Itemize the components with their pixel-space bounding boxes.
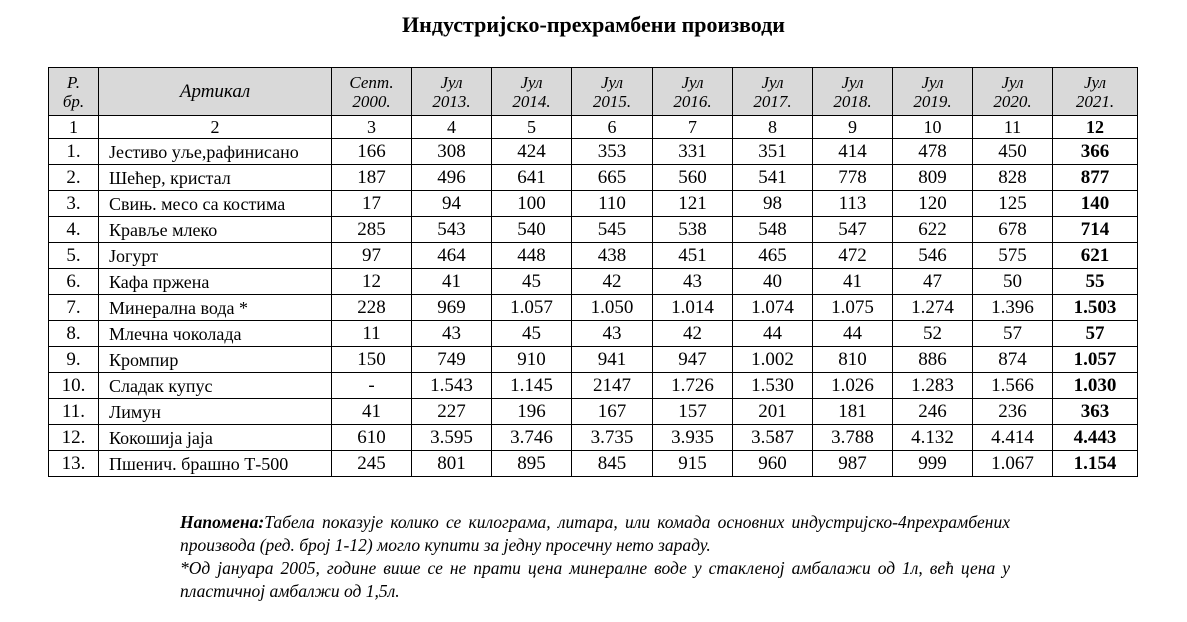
- table-row: [49, 165, 1138, 191]
- value-cell: 181: [813, 399, 893, 425]
- table-row: [49, 139, 1138, 165]
- value-cell: 1.057: [1053, 347, 1138, 373]
- value-cell: 246: [893, 399, 973, 425]
- row-number: 10.: [49, 373, 99, 399]
- value-cell: 45: [492, 321, 572, 347]
- table-row: [49, 269, 1138, 295]
- table-row: [49, 243, 1138, 269]
- value-cell: 140: [1053, 191, 1138, 217]
- value-cell: 3.746: [492, 425, 572, 451]
- column-number: 9: [813, 116, 893, 139]
- value-cell: 227: [412, 399, 492, 425]
- value-cell: 17: [332, 191, 412, 217]
- row-number: 8.: [49, 321, 99, 347]
- value-cell: 960: [733, 451, 813, 477]
- value-cell: 308: [412, 139, 492, 165]
- value-cell: 97: [332, 243, 412, 269]
- header-period: Јул 2017.: [733, 68, 813, 116]
- value-cell: 621: [1053, 243, 1138, 269]
- value-cell: 543: [412, 217, 492, 243]
- value-cell: 546: [893, 243, 973, 269]
- value-cell: 3.735: [572, 425, 653, 451]
- value-cell: 472: [813, 243, 893, 269]
- value-cell: 201: [733, 399, 813, 425]
- value-cell: 1.014: [653, 295, 733, 321]
- article-name: Кромпир: [99, 347, 332, 373]
- value-cell: 120: [893, 191, 973, 217]
- footnote-asterisk: *Од јануара 2005, године више се не прати цена минералне воде у стакленој амбалажи од 1л, већ цена у пластичној амбалжи од 1,5л.: [180, 558, 1010, 601]
- value-cell: 1.050: [572, 295, 653, 321]
- article-name: Кафа пржена: [99, 269, 332, 295]
- article-name: Лимун: [99, 399, 332, 425]
- value-cell: 41: [813, 269, 893, 295]
- value-cell: 157: [653, 399, 733, 425]
- article-name: Пшенич. брашно Т-500: [99, 451, 332, 477]
- table-row: [49, 373, 1138, 399]
- value-cell: 910: [492, 347, 572, 373]
- value-cell: 43: [412, 321, 492, 347]
- value-cell: 3.595: [412, 425, 492, 451]
- value-cell: 228: [332, 295, 412, 321]
- value-cell: 40: [733, 269, 813, 295]
- table-body: [49, 139, 1138, 477]
- table-row: [49, 451, 1138, 477]
- value-cell: 353: [572, 139, 653, 165]
- header-period: Јул 2018.: [813, 68, 893, 116]
- value-cell: 496: [412, 165, 492, 191]
- value-cell: 947: [653, 347, 733, 373]
- value-cell: 1.283: [893, 373, 973, 399]
- value-cell: 11: [332, 321, 412, 347]
- value-cell: 245: [332, 451, 412, 477]
- row-number: 7.: [49, 295, 99, 321]
- header-period: Јул 2014.: [492, 68, 572, 116]
- row-number: 12.: [49, 425, 99, 451]
- header-row: [49, 68, 1138, 116]
- value-cell: 451: [653, 243, 733, 269]
- column-number: 2: [99, 116, 332, 139]
- value-cell: 43: [653, 269, 733, 295]
- value-cell: 545: [572, 217, 653, 243]
- table-row: [49, 425, 1138, 451]
- value-cell: 1.154: [1053, 451, 1138, 477]
- footnote-text: Табела показује колико се килограма, литара, или комада основних индустријско-4прехрамбених производа (ред. број 1-12) могло купити за једну просечну нето зараду.: [180, 512, 1010, 555]
- value-cell: 44: [733, 321, 813, 347]
- value-cell: 1.067: [973, 451, 1053, 477]
- value-cell: 877: [1053, 165, 1138, 191]
- row-number: 6.: [49, 269, 99, 295]
- value-cell: 438: [572, 243, 653, 269]
- column-number: 4: [412, 116, 492, 139]
- article-name: Сладак купус: [99, 373, 332, 399]
- value-cell: 886: [893, 347, 973, 373]
- value-cell: 1.074: [733, 295, 813, 321]
- value-cell: 1.396: [973, 295, 1053, 321]
- article-name: Крављe млеко: [99, 217, 332, 243]
- article-name: Минерална вода *: [99, 295, 332, 321]
- value-cell: 363: [1053, 399, 1138, 425]
- table-row: [49, 295, 1138, 321]
- value-cell: 94: [412, 191, 492, 217]
- article-name: Кокошија јаја: [99, 425, 332, 451]
- value-cell: 1.075: [813, 295, 893, 321]
- table-row: [49, 347, 1138, 373]
- value-cell: 622: [893, 217, 973, 243]
- table-row: [49, 217, 1138, 243]
- value-cell: 44: [813, 321, 893, 347]
- column-number: 12: [1053, 116, 1138, 139]
- value-cell: 113: [813, 191, 893, 217]
- value-cell: 98: [733, 191, 813, 217]
- table-row: [49, 321, 1138, 347]
- value-cell: 548: [733, 217, 813, 243]
- table-row: [49, 191, 1138, 217]
- value-cell: 167: [572, 399, 653, 425]
- value-cell: 1.026: [813, 373, 893, 399]
- value-cell: 665: [572, 165, 653, 191]
- article-name: Млечна чоколада: [99, 321, 332, 347]
- value-cell: 4.414: [973, 425, 1053, 451]
- value-cell: 3.935: [653, 425, 733, 451]
- value-cell: 845: [572, 451, 653, 477]
- value-cell: 43: [572, 321, 653, 347]
- value-cell: -: [332, 373, 412, 399]
- row-number: 11.: [49, 399, 99, 425]
- header-period: Јул 2013.: [412, 68, 492, 116]
- header-period: Јул 2020.: [973, 68, 1053, 116]
- article-name: Шећер, кристал: [99, 165, 332, 191]
- value-cell: 125: [973, 191, 1053, 217]
- header-period: Јул 2021.: [1053, 68, 1138, 116]
- row-number: 4.: [49, 217, 99, 243]
- row-number: 1.: [49, 139, 99, 165]
- value-cell: 810: [813, 347, 893, 373]
- header-period: Јул 2015.: [572, 68, 653, 116]
- value-cell: 828: [973, 165, 1053, 191]
- value-cell: 45: [492, 269, 572, 295]
- value-cell: 448: [492, 243, 572, 269]
- header-period: Септ. 2000.: [332, 68, 412, 116]
- row-number: 13.: [49, 451, 99, 477]
- value-cell: 464: [412, 243, 492, 269]
- value-cell: 450: [973, 139, 1053, 165]
- value-cell: 166: [332, 139, 412, 165]
- page-title: Индустријско-прехрамбени производи: [402, 12, 785, 37]
- value-cell: 1.543: [412, 373, 492, 399]
- value-cell: 424: [492, 139, 572, 165]
- value-cell: 801: [412, 451, 492, 477]
- value-cell: 678: [973, 217, 1053, 243]
- value-cell: 47: [893, 269, 973, 295]
- value-cell: 4.132: [893, 425, 973, 451]
- row-number: 9.: [49, 347, 99, 373]
- value-cell: 1.566: [973, 373, 1053, 399]
- value-cell: 41: [412, 269, 492, 295]
- value-cell: 1.530: [733, 373, 813, 399]
- value-cell: 895: [492, 451, 572, 477]
- value-cell: 285: [332, 217, 412, 243]
- row-number: 3.: [49, 191, 99, 217]
- column-number: 6: [572, 116, 653, 139]
- column-number: 10: [893, 116, 973, 139]
- row-number: 2.: [49, 165, 99, 191]
- value-cell: 1.503: [1053, 295, 1138, 321]
- column-number: 3: [332, 116, 412, 139]
- value-cell: 351: [733, 139, 813, 165]
- value-cell: 1.145: [492, 373, 572, 399]
- article-name: Јогурт: [99, 243, 332, 269]
- value-cell: 100: [492, 191, 572, 217]
- value-cell: 1.030: [1053, 373, 1138, 399]
- value-cell: 987: [813, 451, 893, 477]
- value-cell: 969: [412, 295, 492, 321]
- value-cell: 915: [653, 451, 733, 477]
- value-cell: 236: [973, 399, 1053, 425]
- column-number-row: [49, 116, 1138, 139]
- value-cell: 941: [572, 347, 653, 373]
- value-cell: 42: [572, 269, 653, 295]
- value-cell: 196: [492, 399, 572, 425]
- value-cell: 3.587: [733, 425, 813, 451]
- table-row: [49, 399, 1138, 425]
- header-period: Јул 2016.: [653, 68, 733, 116]
- header-rbr: Р. бр.: [49, 68, 99, 116]
- value-cell: 3.788: [813, 425, 893, 451]
- value-cell: 187: [332, 165, 412, 191]
- value-cell: 541: [733, 165, 813, 191]
- value-cell: 52: [893, 321, 973, 347]
- value-cell: 110: [572, 191, 653, 217]
- column-number: 1: [49, 116, 99, 139]
- value-cell: 331: [653, 139, 733, 165]
- value-cell: 1.726: [653, 373, 733, 399]
- column-number: 11: [973, 116, 1053, 139]
- value-cell: 1.057: [492, 295, 572, 321]
- value-cell: 150: [332, 347, 412, 373]
- value-cell: 778: [813, 165, 893, 191]
- column-number: 5: [492, 116, 572, 139]
- article-name: Јестиво уље,рафинисано: [99, 139, 332, 165]
- value-cell: 560: [653, 165, 733, 191]
- value-cell: 4.443: [1053, 425, 1138, 451]
- value-cell: 714: [1053, 217, 1138, 243]
- value-cell: 575: [973, 243, 1053, 269]
- column-number: 8: [733, 116, 813, 139]
- value-cell: 414: [813, 139, 893, 165]
- value-cell: 41: [332, 399, 412, 425]
- value-cell: 547: [813, 217, 893, 243]
- value-cell: 749: [412, 347, 492, 373]
- header-period: Јул 2019.: [893, 68, 973, 116]
- value-cell: 1.002: [733, 347, 813, 373]
- value-cell: 57: [973, 321, 1053, 347]
- value-cell: 12: [332, 269, 412, 295]
- value-cell: 809: [893, 165, 973, 191]
- value-cell: 465: [733, 243, 813, 269]
- value-cell: 50: [973, 269, 1053, 295]
- value-cell: 540: [492, 217, 572, 243]
- value-cell: 55: [1053, 269, 1138, 295]
- footnote-label: Напомена:: [180, 512, 265, 532]
- price-table: [48, 67, 1138, 477]
- value-cell: 874: [973, 347, 1053, 373]
- article-name: Свињ. месо са костима: [99, 191, 332, 217]
- value-cell: 478: [893, 139, 973, 165]
- value-cell: 610: [332, 425, 412, 451]
- value-cell: 42: [653, 321, 733, 347]
- value-cell: 999: [893, 451, 973, 477]
- value-cell: 366: [1053, 139, 1138, 165]
- column-number: 7: [653, 116, 733, 139]
- footnote: [180, 511, 1010, 603]
- value-cell: 1.274: [893, 295, 973, 321]
- value-cell: 57: [1053, 321, 1138, 347]
- value-cell: 641: [492, 165, 572, 191]
- value-cell: 121: [653, 191, 733, 217]
- row-number: 5.: [49, 243, 99, 269]
- value-cell: 538: [653, 217, 733, 243]
- header-artikal: Артикал: [99, 68, 332, 116]
- value-cell: 2147: [572, 373, 653, 399]
